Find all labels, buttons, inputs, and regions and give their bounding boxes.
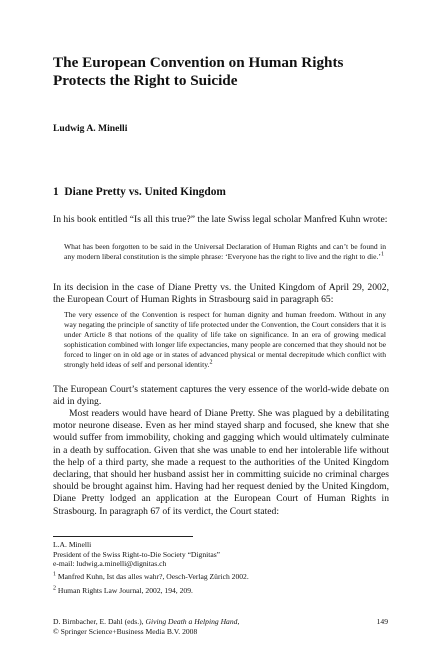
affiliation-role: President of the Swiss Right-to-Die Society “Dignitas” [53,549,221,559]
imprint-book-title: Giving Death a Helping Hand [145,617,238,626]
paragraph-intro: In his book entitled “Is all this true?” the late Swiss legal scholar Manfred Kuhn wrote: [53,214,388,225]
imprint-punct: , [237,617,240,626]
imprint-editors: D. Birnbacher, E. Dahl (eds.), [53,617,146,626]
affiliation-email: e-mail: ludwig.a.minelli@dignitas.ch [53,559,167,569]
quote-kuhn-text: What has been forgotten to be said in the Universal Declaration of Human Rights and can’t be found in any modern liberal constitution is the simple phrase: ‘Everyone has the right to live and the right to die.’ [64,242,386,261]
footnote-1-text: Manfred Kuhn, Ist das alles wahr?, Oesch-Verlag Zürich 2002. [57,572,249,581]
quote-kuhn [64,242,386,262]
page-number: 149 [376,617,388,626]
footnote-ref-2: 2 [209,359,213,366]
section-number: 1 [53,186,59,198]
paragraph-court-statement: The European Court’s statement captures the very essence of the world-wide debate on aid in dying. [53,384,389,408]
section-title: Diane Pretty vs. United Kingdom [64,186,226,198]
paragraph-pretty-decision: In its decision in the case of Diane Pretty vs. the United Kingdom of April 29, 2002, the European Court of Human Rights in Strasbourg said in paragraph 65: [53,282,389,306]
imprint-copyright: © Springer Science+Business Media B.V. 2008 [53,626,198,636]
author-affiliation [53,540,393,569]
paragraph-diane-pretty: Most readers would have heard of Diane Pretty. She was plagued by a debilitating motor neurone disease. Even as her mind stayed sharp and focused, she knew that she would suffer from immobility, choking and gagging which would ultimately culminate in a death by suffocation. Given that she was unable to end her intolerable life without the help of a third party, she made a request to the authorities of the United Kingdom declaring, that should her husband assist her in committing suicide no criminal charges should be brought against him. Having had her request denied by the United Kingdom, Diane Pretty lodged an application at the European Court of Human Rights in Strasbourg. In paragraph 67 of its verdict, the Court stated: [53,408,389,517]
footnote-1 [53,572,393,582]
section-heading [53,186,226,198]
footnote-1-number: 1 [53,571,56,578]
footnote-2-text: Human Rights Law Journal, 2002, 194, 209. [57,586,193,595]
quote-court-para65 [64,310,386,370]
affiliation-name: L.A. Minelli [53,540,92,549]
book-imprint [53,617,389,636]
chapter-title: The European Convention on Human Rights Protects the Right to Suicide [53,54,344,89]
footnote-2 [53,586,393,596]
footnote-rule [53,536,193,537]
footnote-ref-1: 1 [380,251,384,258]
chapter-author: Ludwig A. Minelli [53,123,128,134]
footnote-2-number: 2 [53,585,56,592]
quote-court-text: The very essence of the Convention is respect for human dignity and human freedom. Without in any way negating the principle of sanctity of life protected under the Convention, the Court considers that it is under Article 8 that notions of the quality of life take on significance. In an era of growing medical sophistication combined with longer life expectancies, many people are concerned that they should not be forced to linger on in old age or in states of advanced physical or mental decrepitude which conflict with strongly held ideas of self and personal identity. [64,310,386,369]
